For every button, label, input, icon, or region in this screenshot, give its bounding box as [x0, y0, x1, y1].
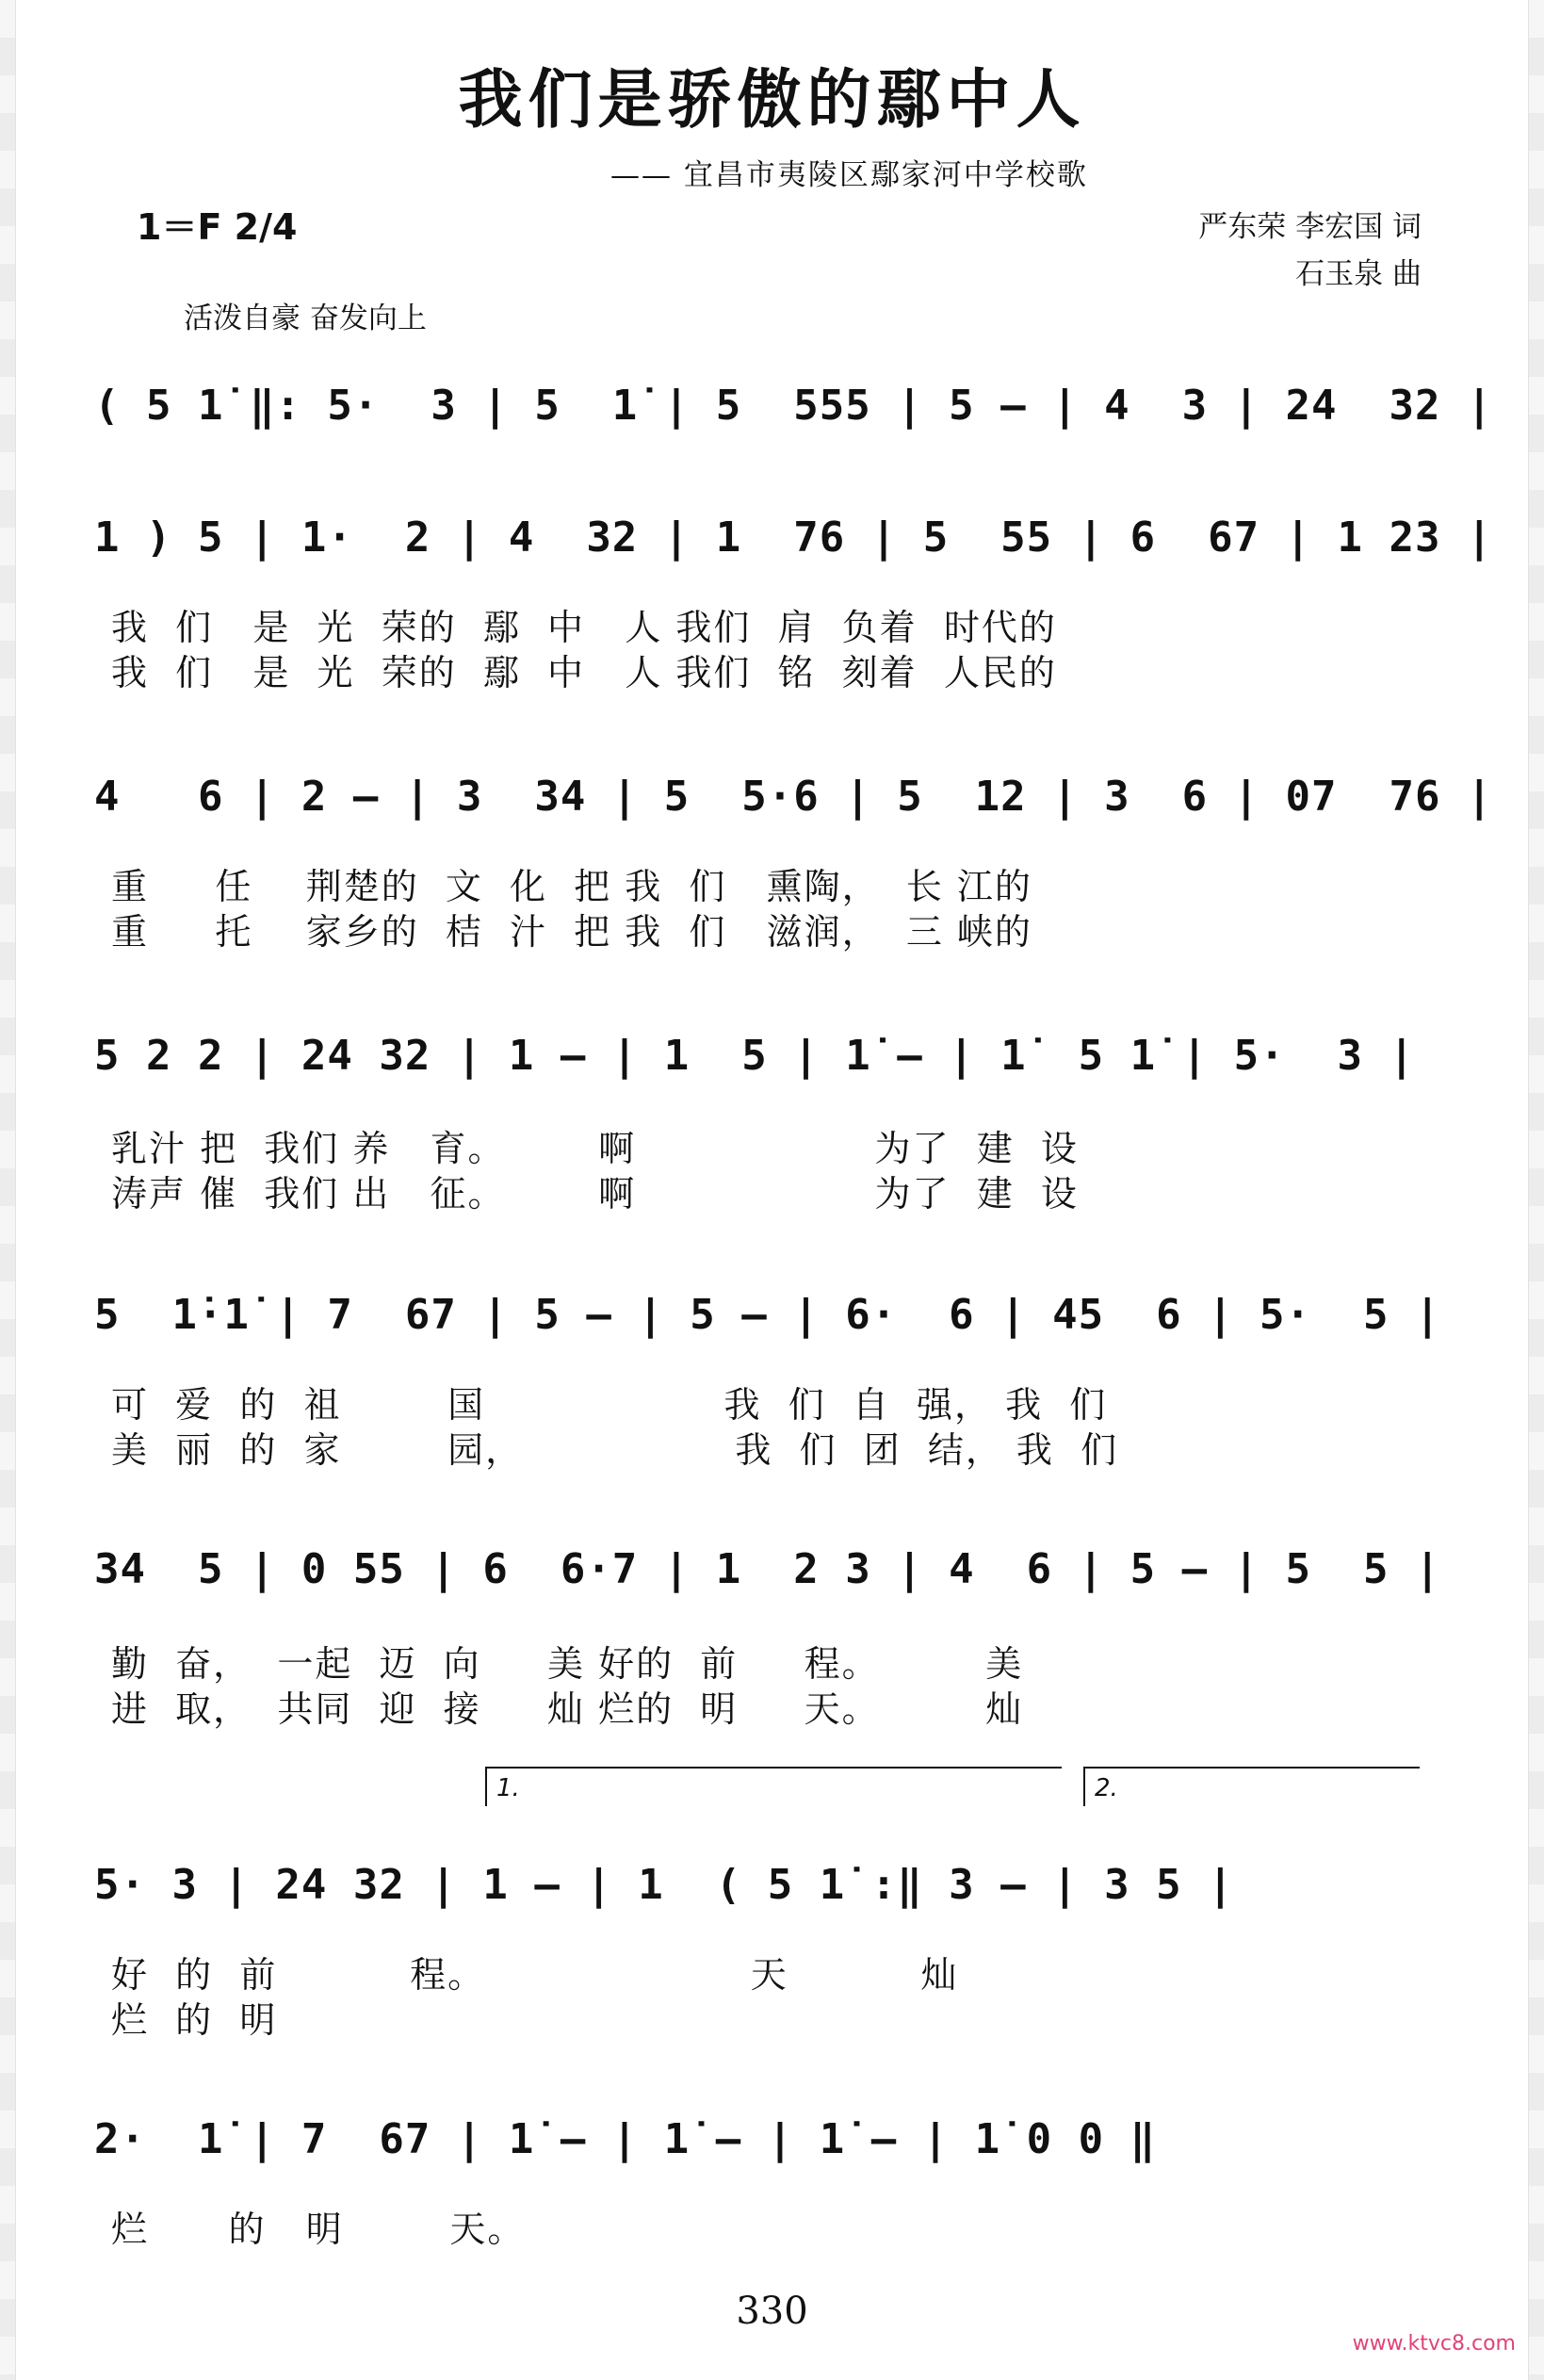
- score-line-2-lyric-verse-1: 我 们 是 光 荣的 鄢 中 人 我们 肩 负着 时代的: [111, 607, 1057, 648]
- score-line-4-lyric-verse-2: 涛声 催 我们 出 征。 啊 为了 建 设: [111, 1173, 1079, 1214]
- score-line-5-notes: 5 1̇·1̇ | 7 67 | 5 – | 5 – | 6· 6 | 45 6 | 5· 5 |: [94, 1291, 1441, 1339]
- score-line-4-notes: 5 2 2 | 24 32 | 1 – | 1 5 | 1̇ – | 1̇ 5 1̇ | 5· 3 |: [94, 1032, 1416, 1080]
- score-line-4-lyric-verse-1: 乳汁 把 我们 养 育。 啊 为了 建 设: [111, 1128, 1079, 1169]
- score-line-3-notes: 4 6 | 2 – | 3 34 | 5 5·6 | 5 12 | 3 6 | 07 76 |: [94, 773, 1493, 821]
- score-line-6-lyric-verse-1: 勤 奋， 一起 迈 向 美 好的 前 程。 美: [111, 1643, 1024, 1685]
- score-line-6-lyric-verse-2: 进 取， 共同 迎 接 灿 烂的 明 天。 灿: [111, 1688, 1024, 1730]
- lyricist-credit: 严东荣 李宏国 词: [1198, 210, 1422, 244]
- score-line-7-notes: 5· 3 | 24 32 | 1 – | 1 ( 5 1̇ :‖ 3 – | 3 5 |: [94, 1861, 1234, 1909]
- left-margin-strip: [0, 0, 16, 2380]
- second-ending-label: 2.: [1095, 1774, 1118, 1802]
- first-ending-bracket: [485, 1767, 1062, 1806]
- score-line-5-lyric-verse-2: 美 丽 的 家 园， 我 们 团 结， 我 们: [111, 1429, 1119, 1471]
- score-line-5-lyric-verse-1: 可 爱 的 祖 国 我 们 自 强， 我 们: [111, 1384, 1108, 1426]
- score-line-7-lyric-verse-2: 烂 的 明: [111, 1999, 278, 2041]
- tempo-marking: 活泼自豪 奋发向上: [184, 302, 427, 335]
- score-line-7-lyric-verse-1: 好 的 前 程。 天 灿: [111, 1954, 959, 1996]
- score-line-8-notes: 2· 1̇ | 7 67 | 1̇ – | 1̇ – | 1̇ – | 1̇ 0 0 ‖: [94, 2115, 1157, 2163]
- score-line-8-lyric: 烂 的 明 天。: [111, 2209, 526, 2250]
- score-line-3-lyric-verse-2: 重 托 家乡的 桔 汁 把 我 们 滋润， 三 峡的: [111, 911, 1032, 953]
- key-signature: 1＝F 2/4: [137, 206, 298, 248]
- song-subtitle: —— 宜昌市夷陵区鄢家河中学校歌: [610, 158, 1088, 192]
- right-margin-strip: [1528, 0, 1544, 2380]
- song-title: 我们是骄傲的鄢中人: [458, 62, 1086, 138]
- score-line-6-notes: 34 5 | 0 55 | 6 6·7 | 1 2 3 | 4 6 | 5 – | 5 5 |: [94, 1545, 1441, 1593]
- first-ending-label: 1.: [496, 1774, 520, 1802]
- score-line-2-notes: 1 ) 5 | 1· 2 | 4 32 | 1 76 | 5 55 | 6 67 | 1 23 |: [94, 513, 1493, 562]
- composer-credit: 石玉泉 曲: [1295, 257, 1422, 291]
- page-number: 330: [736, 2290, 808, 2333]
- site-watermark: www.ktvc8.com: [1352, 2332, 1516, 2356]
- score-line-1-notes: ( 5 1̇ ‖: 5· 3 | 5 1̇ | 5 555 | 5 – | 4 3 | 24 32 |: [94, 382, 1493, 430]
- second-ending-bracket: [1083, 1767, 1420, 1806]
- score-line-3-lyric-verse-1: 重 任 荆楚的 文 化 把 我 们 熏陶， 长 江的: [111, 866, 1032, 907]
- score-line-2-lyric-verse-2: 我 们 是 光 荣的 鄢 中 人 我们 铭 刻着 人民的: [111, 652, 1057, 693]
